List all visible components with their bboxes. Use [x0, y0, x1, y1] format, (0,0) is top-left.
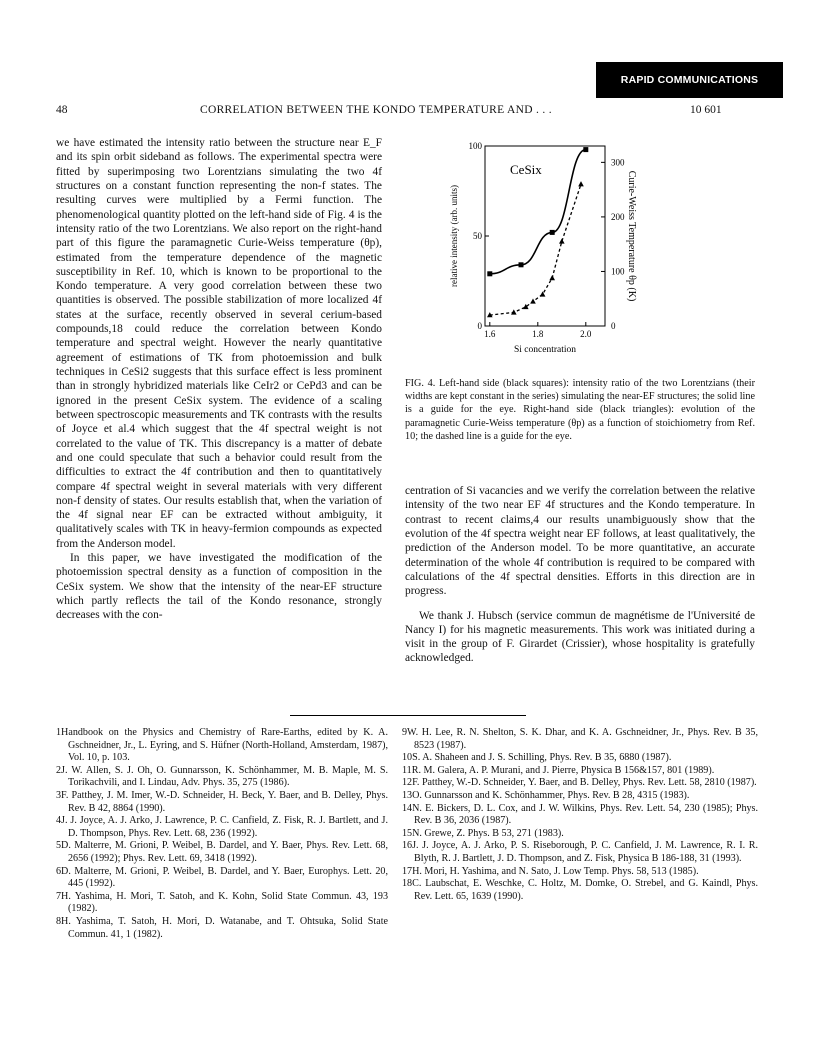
article-number: 10 601 — [690, 104, 722, 116]
triangle-marker — [578, 181, 584, 186]
body-paragraph: centration of Si vacancies and we verify the correlation between the relative intensity of the two near EF 4f structures and the Kondo temperature. In contrast to recent claims,4 our results unambiguously show that the evolution of the 4f spectra weight near EF follows, at least qualitatively, the prediction of the Anderson model. To be more quantitative, an accurate determination of the whole 4f contribution is required to be compared with calculations of the 4f spectral densities. Efforts in this direction are in progress. — [405, 485, 755, 598]
reference-item: 2J. W. Allen, S. J. Oh, O. Gunnarsson, K. Schönhammer, M. B. Maple, M. S. Torikachvili, and I. Lindau, Adv. Phys. 35, 275 (1986). — [56, 764, 388, 789]
reference-item: 16J. J. Joyce, A. J. Arko, P. S. Riseborough, P. C. Canfield, J. M. Lawrence, R. I. R. Blyth, R. J. Bartlett, J. D. Thompson, and Z. Fisk, Physica B 186-188, 31 (1993). — [402, 840, 758, 864]
y2-tick-label: 200 — [611, 211, 625, 222]
y-tick-label: 100 — [468, 141, 482, 151]
square-marker — [487, 271, 492, 276]
reference-item: 12F. Patthey, W.-D. Schneider, Y. Baer, and B. Delley, Phys. Rev. Lett. 58, 2810 (1987). — [402, 777, 757, 789]
x-tick-label: 1.6 — [484, 329, 496, 339]
reference-item: 17H. Mori, H. Yashima, and N. Sato, J. Low Temp. Phys. 58, 513 (1985). — [402, 865, 699, 877]
y-tick-label: 50 — [473, 231, 482, 241]
square-marker — [583, 147, 588, 152]
x-axis-label: Si concentration — [514, 345, 576, 355]
y2-tick-label: 100 — [611, 266, 625, 277]
triangle-marker — [530, 298, 536, 303]
y-tick-label: 0 — [477, 321, 482, 331]
reference-item: 9W. H. Lee, R. N. Shelton, S. K. Dhar, and K. A. Gschneidner, Jr., Phys. Rev. B 35, 8523 (1987). — [402, 727, 758, 751]
y2-axis-label: Curie-Weiss Temperature θp (K) — [626, 170, 637, 302]
reference-item: 6D. Malterre, M. Grioni, P. Weibel, B. Dardel, and Y. Baer, Europhys. Lett. 20, 445 (1992). — [56, 865, 388, 890]
y2-tick-label: 300 — [611, 157, 625, 168]
body-paragraph: In this paper, we have investigated the modification of the photoemission spectral density as a function of composition in the CeSix system. We show that the intensity of the near-EF structure which partly reflects the tail of the Kondo resonance, strongly decreases with the con- — [56, 552, 382, 622]
left-column — [56, 136, 382, 623]
reference-item: 8H. Yashima, T. Satoh, H. Mori, D. Watanabe, and T. Ohtsuka, Solid State Commun. 41, 1 (1982). — [56, 915, 388, 940]
caption-text: FIG. 4. Left-hand side (black squares): intensity ratio of the two Lorentzians (their widths are kept constant in the series) simulating the near-EF structures; the solid line is a guide for the eye. Right-hand side (black triangles): evolution of the paramagnetic Curie-Weiss temperature (θp) as a function of stoichiometry from Ref. 10; the dashed line is a guide for the eye. — [405, 378, 755, 442]
references-left — [56, 727, 388, 941]
reference-item: 4J. J. Joyce, A. J. Arko, J. Lawrence, P. C. Canfield, Z. Fisk, R. J. Bartlett, and J. D. Thompson, Phys. Rev. Lett. 68, 236 (1992). — [56, 815, 388, 839]
figure-4 — [440, 136, 670, 366]
reference-item: 11R. M. Galera, A. P. Murani, and J. Pierre, Physica B 156&157, 801 (1989). — [402, 764, 715, 776]
y2-tick-label: 0 — [611, 321, 616, 331]
x-tick-label: 1.8 — [532, 329, 544, 339]
reference-item: 13O. Gunnarsson and K. Schönhammer, Phys. Rev. B 28, 4315 (1983). — [402, 789, 690, 801]
figure-caption — [405, 377, 755, 443]
figure-4-chart — [440, 136, 670, 366]
right-column — [405, 484, 755, 666]
section-banner: RAPID COMMUNICATIONS — [596, 62, 783, 98]
square-marker — [550, 230, 555, 235]
reference-item: 7H. Yashima, H. Mori, T. Satoh, and K. Kohn, Solid State Commun. 43, 193 (1982). — [56, 890, 388, 915]
body-paragraph: we have estimated the intensity ratio between the structure near E_F and its spin orbit sideband as follows. The experimental spectra were fitted by superimposing two Lorentzians simulating the two 4f structures on a constant function representing the non-f states. The resulting curves were multiplied by a Fermi function. The phenomenological quantity plotted on the left-hand side of Fig. 4 is the intensity ratio of the two Lorentzians. We also report on the right-hand part of this figure the paramagnetic Curie-Weiss temperature (θp), estimated from the temperature dependence of the magnetic susceptibility in Ref. 10, which is known to be proportional to the Kondo temperature. A very good correlation between these two quantities is observed. The possible stabilization of more localized 4f states at the surface, recently observed in several cerium-based compounds,18 could reduce the correlation between Kondo temperature and spectral weight. However the nearly quantitative agreement of estimations of TK from photoemission and bulk techniques in CeSi2 suggests that this surface effect is less prominent than in strongly hybridized materials like CeIr2 or CePd3 and can be ignored in the present CeSix system. The evidence of a scaling between spectroscopic measurements and TK contrasts with the results of Joyce et al.4 which suggest that the 4f spectral weight is not correlated to the value of TK. This discrepancy is a matter of debate and one could speculate that such a behavior could result from the difficulties to extract the 4f contribution and then to quantitatively compare 4f spectral weight in several materials with very different non-f density of states. Our results establish that, when the variation of the 4f signal near EF can be extracted without ambiguity, it qualitatively scales with TK in heavy-fermion compounds as expected from the Anderson model. — [56, 137, 382, 550]
reference-item: 10S. A. Shaheen and J. S. Schilling, Phys. Rev. B 35, 6880 (1987). — [402, 752, 672, 764]
footnote-divider — [290, 715, 526, 716]
triangle-marker — [559, 238, 565, 243]
y-axis-label: relative intensity (arb. units) — [449, 185, 459, 287]
reference-item: 14N. E. Bickers, D. L. Cox, and J. W. Wilkins, Phys. Rev. Lett. 54, 230 (1985); Phys. Rev. B 36, 2036 (1987). — [402, 802, 758, 827]
reference-item: 5D. Malterre, M. Grioni, P. Weibel, B. Dardel, and Y. Baer, Phys. Rev. Lett. 68, 2656 (1992); Phys. Rev. Lett. 69, 3418 (1992). — [56, 840, 388, 864]
references-right — [402, 727, 758, 903]
triangle-marker — [549, 275, 555, 280]
x-tick-label: 2.0 — [580, 329, 592, 339]
reference-item: 18C. Laubschat, E. Weschke, C. Holtz, M. Domke, O. Strebel, and G. Kaindl, Phys. Rev. Lett. 65, 1639 (1990). — [402, 878, 758, 902]
running-title: CORRELATION BETWEEN THE KONDO TEMPERATURE AND . . . — [200, 104, 552, 116]
acknowledgments: We thank J. Hubsch (service commun de magnétisme de l'Université de Nancy I) for his magnetic measurements. This work was initiated during a visit in the group of F. Girardet (Crissier), whose hospitality is gratefully acknowledged. — [405, 609, 755, 665]
chart-annotation: CeSix — [510, 162, 542, 177]
page-number: 48 — [56, 104, 68, 116]
square-marker — [519, 262, 524, 267]
reference-item: 3F. Patthey, J. M. Imer, W.-D. Schneider, H. Beck, Y. Baer, and B. Delley, Phys. Rev. B 42, 8864 (1990). — [56, 789, 388, 814]
reference-item: 1Handbook on the Physics and Chemistry of Rare-Earths, edited by K. A. Gschneidner, Jr., L. Eyring, and S. Hüfner (North-Holland, Amsterdam, 1987), Vol. 10, p. 103. — [56, 727, 388, 764]
reference-item: 15N. Grewe, Z. Phys. B 53, 271 (1983). — [402, 827, 564, 839]
